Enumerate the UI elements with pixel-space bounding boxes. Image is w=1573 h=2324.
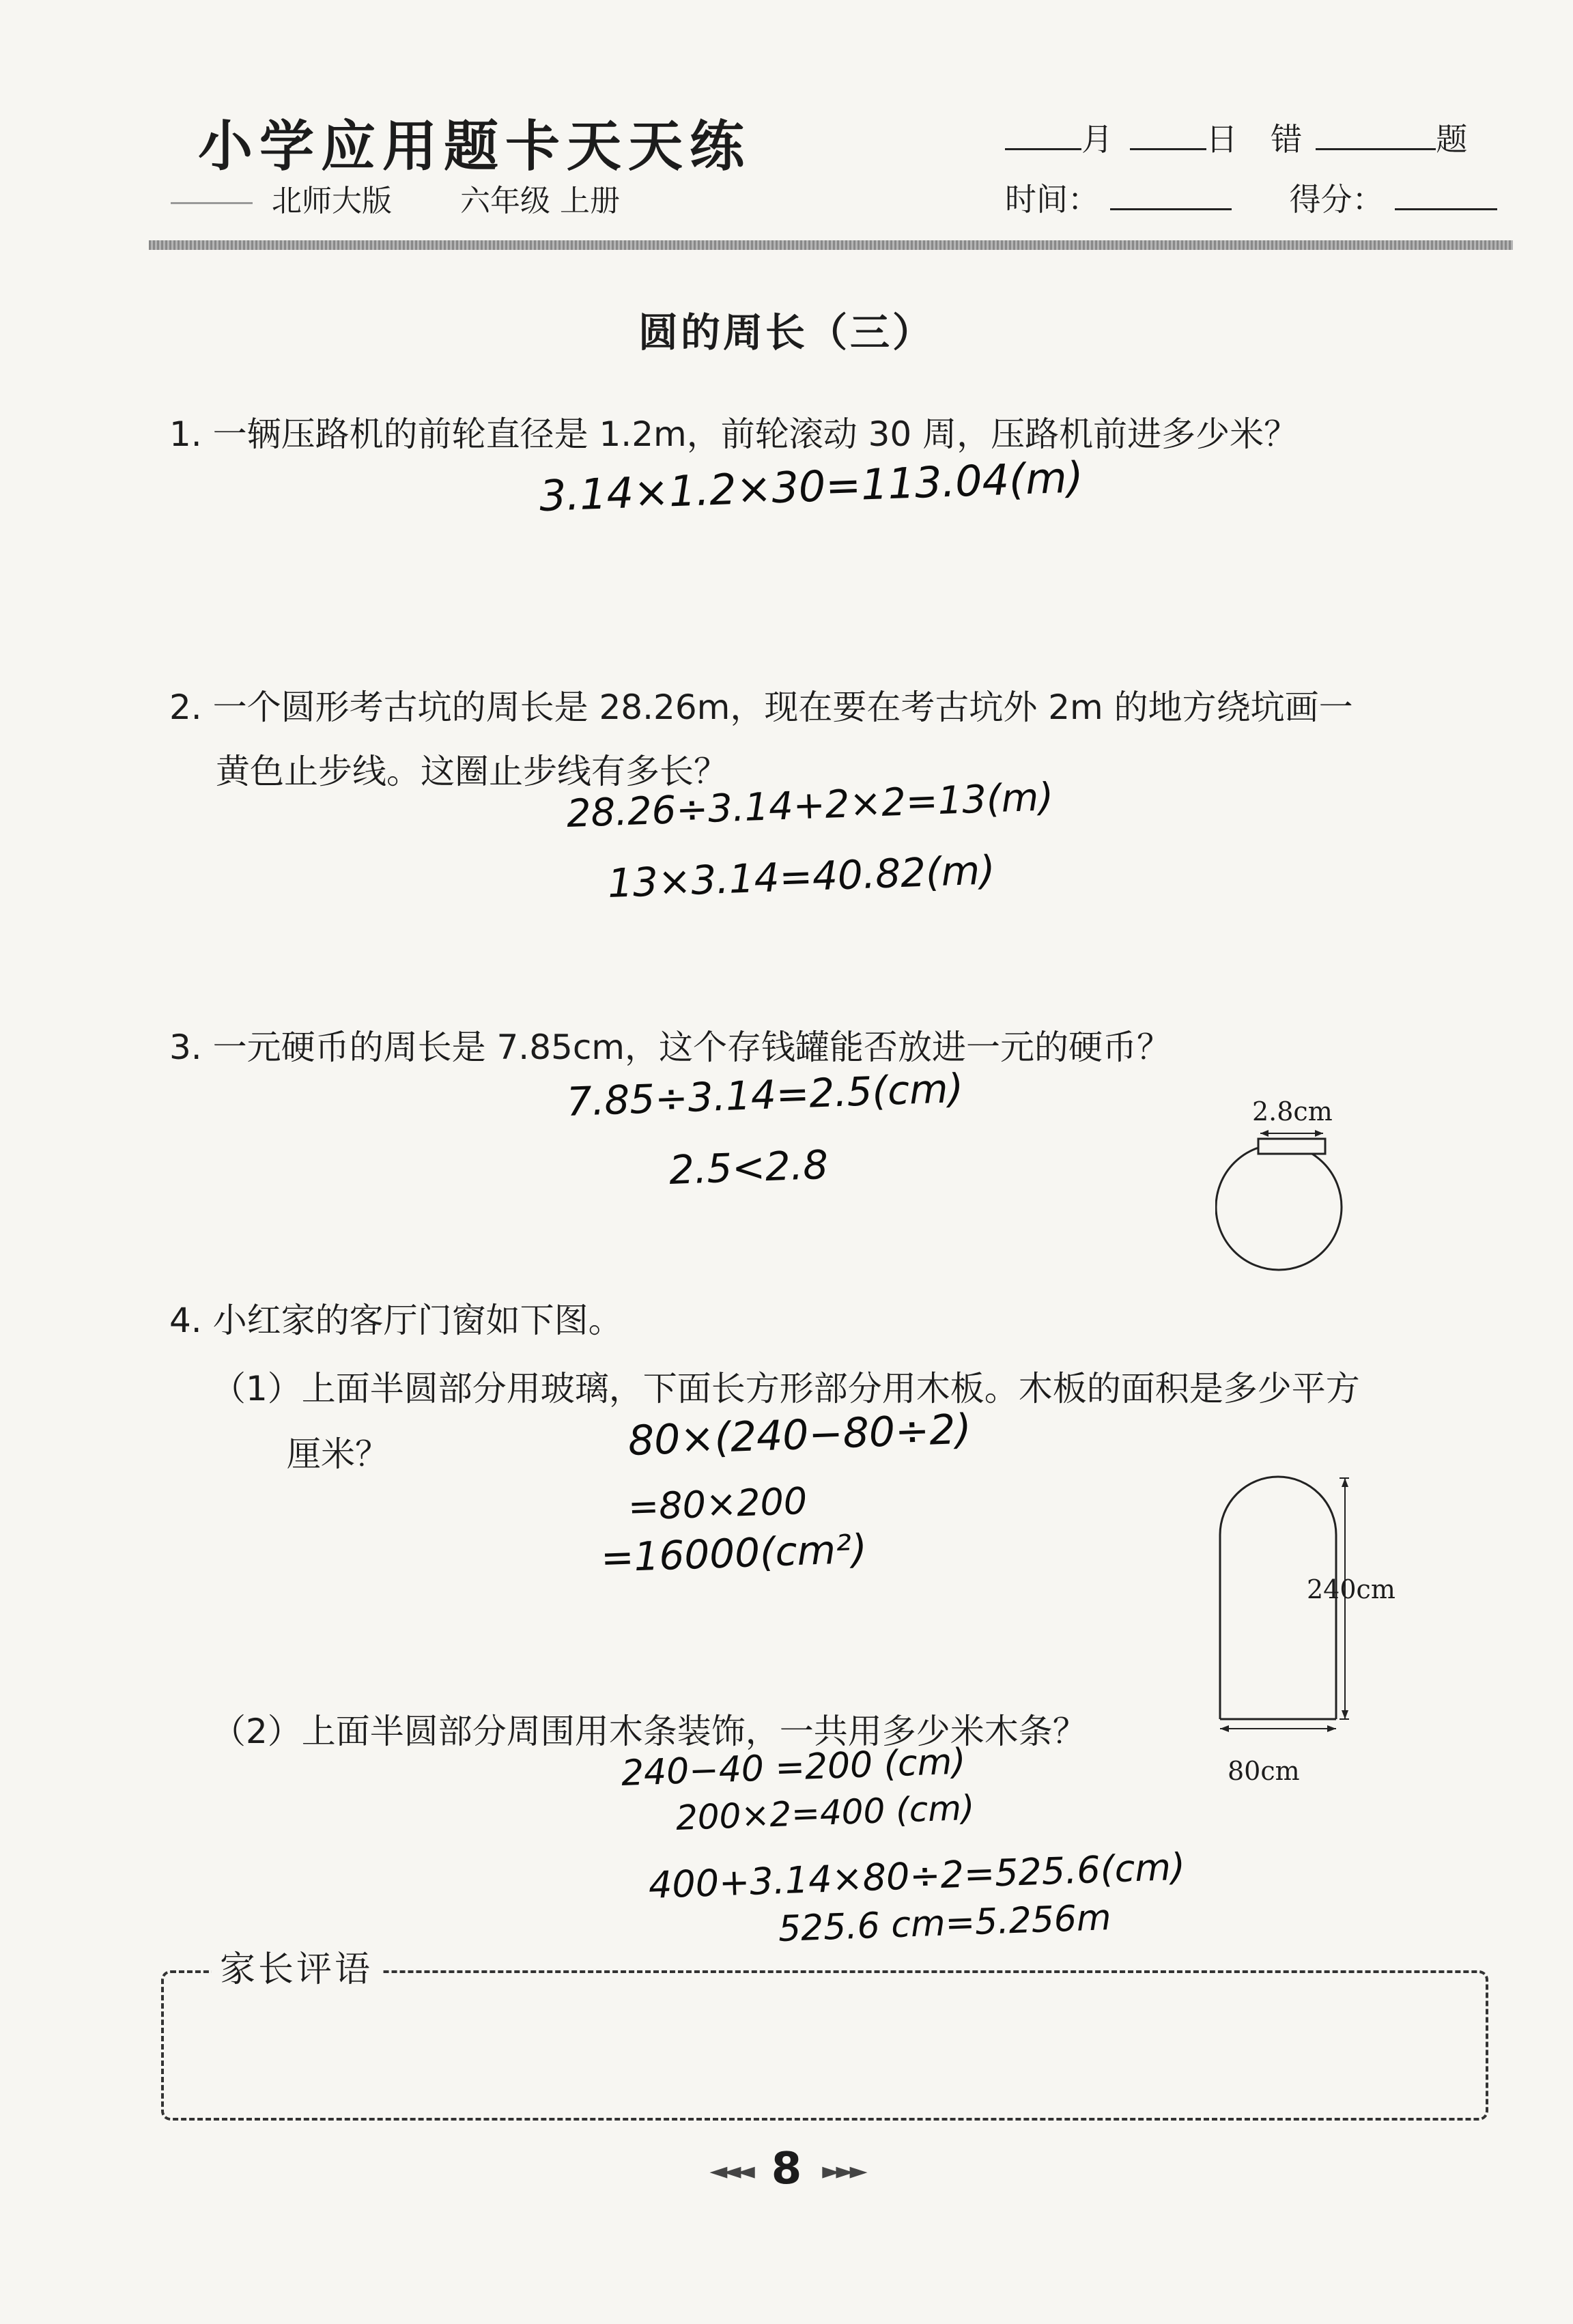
- question-4-part1-answer-3: =16000(cm²): [599, 1525, 868, 1581]
- date-row: [1005, 115, 1467, 160]
- book-title: 小学应用题卡天天练: [198, 115, 751, 178]
- question-3-text: 3. 一元硬币的周长是 7.85cm，这个存钱罐能否放进一元的硬币？: [169, 1028, 1172, 1067]
- coin-slot: [1258, 1139, 1325, 1154]
- day-label: 日: [1206, 121, 1238, 158]
- header-rule: [149, 240, 1513, 250]
- door-window-figure: [1215, 1475, 1352, 1734]
- door-width-label: 80cm: [1228, 1756, 1300, 1786]
- score-blank[interactable]: [1395, 181, 1497, 210]
- question-4-part2-text: （2）上面半圆部分周围用木条装饰，一共用多少米木条？: [212, 1712, 1087, 1751]
- page-number-row: [0, 2144, 1573, 2194]
- dimension-arrow-left: [1260, 1130, 1269, 1137]
- question-1-text: 1. 一辆压路机的前轮直径是 1.2m，前轮滚动 30 周，压路机前进多少米？: [169, 414, 1299, 454]
- time-score-row: [1005, 175, 1497, 220]
- edition-label: 北师大版: [272, 184, 392, 218]
- parent-comment-box[interactable]: [161, 1970, 1488, 2121]
- wrong-label: 错: [1271, 121, 1303, 158]
- coin-bank-circle: [1216, 1144, 1342, 1270]
- question-3-answer-2: 2.5<2.8: [668, 1141, 830, 1193]
- question-2-answer-1: 28.26÷3.14+2×2=13(m): [565, 775, 1055, 836]
- question-4-part1-line2: 厘米？: [287, 1434, 389, 1474]
- question-4-part2-answer-2: 200×2=400 (cm): [675, 1787, 976, 1838]
- score-label: 得分：: [1289, 181, 1384, 218]
- question-4-text: 4. 小红家的客厅门窗如下图。: [169, 1301, 623, 1340]
- topic-label: 题: [1436, 121, 1468, 158]
- door-height-label: 240cm: [1307, 1574, 1395, 1604]
- slot-width-label: 2.8cm: [1252, 1096, 1333, 1126]
- question-4-part1-answer-2: =80×200: [627, 1479, 808, 1529]
- question-1-answer: 3.14×1.2×30=113.04(m): [538, 452, 1084, 521]
- question-4-part1-line1: （1）上面半圆部分用玻璃，下面长方形部分用木板。木板的面积是多少平方: [212, 1369, 1360, 1408]
- time-blank[interactable]: [1110, 181, 1232, 210]
- next-arrows-icon: ►►►: [822, 2157, 864, 2185]
- coin-bank-figure: [1215, 1126, 1352, 1284]
- month-label: 月: [1081, 121, 1113, 158]
- height-arrow-bottom: [1342, 1710, 1348, 1719]
- parent-comment-label: 家长评语: [212, 1940, 381, 1992]
- page-number: 8: [771, 2144, 802, 2194]
- question-2-answer-2: 13×3.14=40.82(m): [606, 847, 996, 907]
- width-arrow-left: [1220, 1725, 1229, 1732]
- question-4-part2-answer-4: 525.6 cm=5.256m: [777, 1897, 1112, 1950]
- time-label: 时间：: [1005, 181, 1099, 218]
- question-2-line1: 2. 一个圆形考古坑的周长是 28.26m，现在要在考古坑外 2m 的地方绕坑画一: [169, 688, 1353, 727]
- question-3-answer-1: 7.85÷3.14=2.5(cm): [565, 1064, 965, 1125]
- height-arrow-top: [1342, 1478, 1348, 1487]
- question-4-part2-answer-1: 240−40 =200 (cm): [620, 1741, 967, 1794]
- question-4-part1-answer-1: 80×(240−80÷2): [627, 1405, 972, 1465]
- subtitle-dash: [171, 202, 253, 204]
- month-blank[interactable]: [1005, 121, 1081, 150]
- book-subtitle: [171, 176, 620, 220]
- question-2-line2: 黄色止步线。这圈止步线有多长？: [216, 752, 728, 791]
- question-4-part2-answer-3: 400+3.14×80÷2=525.6(cm): [647, 1845, 1186, 1907]
- width-arrow-right: [1327, 1725, 1336, 1732]
- wrong-blank[interactable]: [1316, 121, 1436, 150]
- day-blank[interactable]: [1130, 121, 1206, 150]
- grade-label: 六年级 上册: [460, 184, 620, 218]
- dimension-arrow-right: [1315, 1130, 1323, 1137]
- page-title: 圆的周长（三）: [638, 309, 935, 356]
- prev-arrows-icon: ◄◄◄: [709, 2157, 751, 2185]
